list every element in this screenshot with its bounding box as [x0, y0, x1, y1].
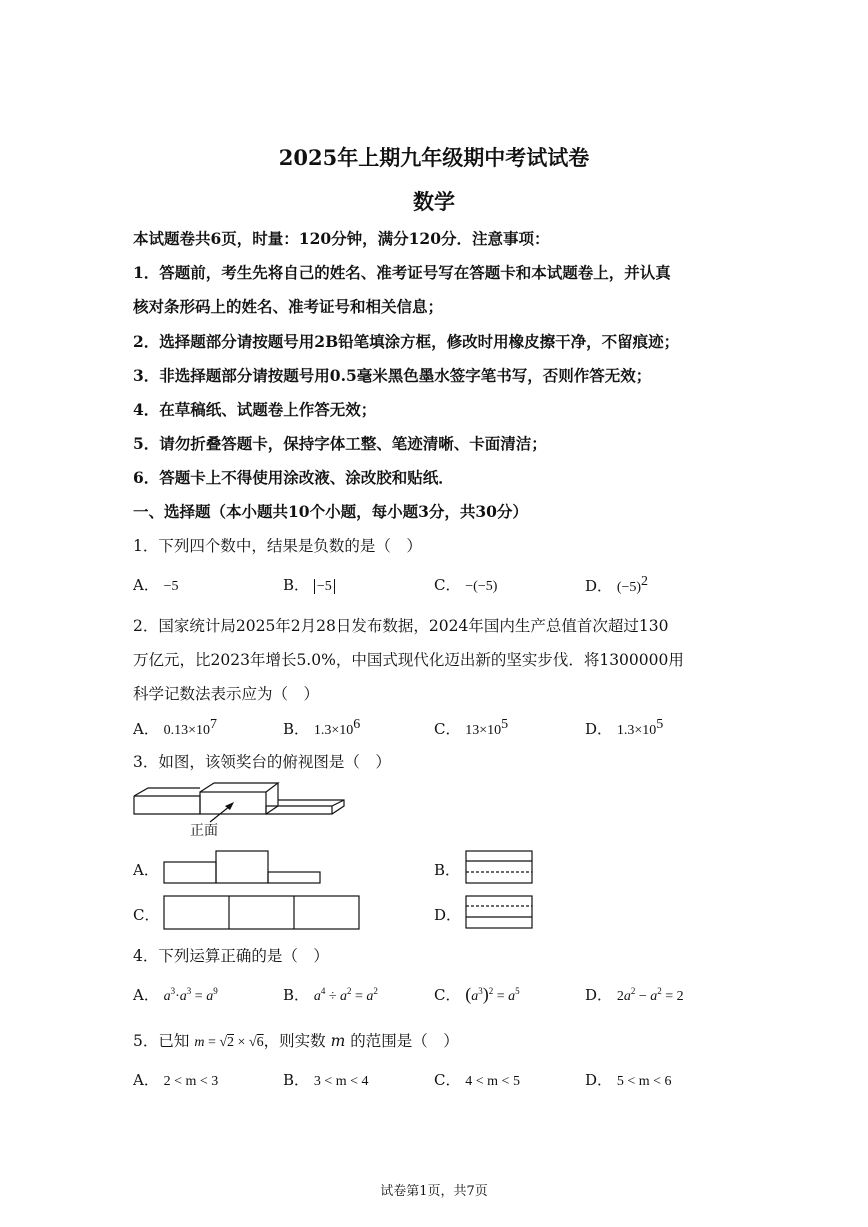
q2-option-d-exp: 5	[656, 717, 664, 732]
q1-option-c-label: C．	[434, 576, 461, 594]
q1-option-c	[434, 574, 497, 595]
q2-option-c-exp: 5	[501, 717, 509, 732]
q4-option-a	[133, 984, 218, 1005]
q3-option-b-figure	[465, 850, 535, 886]
q2-option-b-label: B．	[283, 720, 310, 738]
q2-option-c	[434, 717, 508, 739]
q5-stem-var: m	[330, 1032, 346, 1050]
notice-item-1a: 1．答题前，考生先将自己的姓名、准考证号写在答题卡和本试题卷上，并认真	[133, 263, 671, 282]
q5-option-c-value: 4 < m < 5	[465, 1074, 520, 1089]
q4-option-d-label: D．	[585, 986, 613, 1004]
q2-option-a	[133, 717, 217, 739]
q5-option-a	[133, 1069, 218, 1090]
q3-option-d-figure	[465, 895, 535, 931]
notice-item-4: 4．在草稿纸、试题卷上作答无效；	[133, 400, 377, 419]
q5-stem-pre: 5．已知	[133, 1032, 190, 1050]
page-footer: 试卷第1页，共7页	[380, 1184, 488, 1199]
notice-intro: 本试题卷共6页，时量：120分钟，满分120分．注意事项：	[133, 229, 550, 248]
q3-option-c-figure	[163, 895, 363, 931]
q2-line-1: 2．国家统计局2025年2月28日发布数据，2024年国内生产总值首次超过130	[133, 617, 669, 635]
q1-option-a-label: A．	[133, 576, 159, 594]
q2-option-d	[585, 717, 663, 739]
q5-stem-formula: m = √2 × √6	[194, 1035, 264, 1050]
notice-item-3: 3．非选择题部分请按题号用0.5毫米黑色墨水签字笔书写，否则作答无效；	[133, 366, 652, 385]
q3-option-a-label: A．	[133, 861, 159, 879]
q1-stem: 1．下列四个数中，结果是负数的是（ ）	[133, 537, 422, 555]
q4-option-b	[283, 984, 378, 1005]
q3-figure-label: 正面	[190, 823, 218, 839]
q4-option-d-expr: $2a^2 - a^2 = 2$	[616, 986, 684, 1004]
q5-option-b	[283, 1069, 369, 1090]
q2-option-b	[283, 717, 360, 739]
section-heading: 一、选择题（本小题共10个小题，每小题3分，共30分）	[133, 502, 528, 521]
q5-option-d-value: 5 < m < 6	[616, 1074, 672, 1089]
q2-option-a-label: A．	[133, 720, 159, 738]
notice-item-6: 6．答题卡上不得使用涂改液、涂改胶和贴纸．	[133, 468, 454, 487]
q1-option-c-value: −(−5)	[465, 579, 498, 594]
q2-option-b-base: 1.3×10	[313, 723, 354, 738]
subject-title: 数学	[413, 189, 455, 214]
q1-option-b-value: −5	[314, 579, 335, 594]
q5-stem	[133, 1029, 459, 1051]
q2-option-c-base: 13×10	[465, 723, 502, 738]
q5-option-b-value: 3 < m < 4	[313, 1074, 369, 1089]
q3-option-b-label: B．	[434, 861, 461, 879]
q5-option-b-label: B．	[283, 1071, 310, 1089]
q2-option-a-base: 0.13×10	[163, 723, 211, 738]
q2-option-b-exp: 6	[353, 717, 361, 732]
notice-item-1b: 核对条形码上的姓名、准考证号和相关信息；	[133, 297, 444, 316]
q4-stem: 4．下列运算正确的是（ ）	[133, 947, 329, 965]
q5-stem-end: 的范围是（ ）	[350, 1032, 459, 1050]
notice-item-5: 5．请勿折叠答题卡，保持字体工整、笔迹清晰、卡面清洁；	[133, 434, 547, 453]
q4-option-a-expr: $a^3\cdot a^3 = a^9$	[163, 986, 218, 1004]
q2-option-d-label: D．	[585, 720, 613, 738]
q1-option-d-base: (−5)	[616, 580, 642, 595]
q1-option-b-label: B．	[283, 576, 310, 594]
q2-line-3: 科学记数法表示应为（ ）	[133, 685, 320, 703]
q4-option-d	[585, 984, 684, 1005]
q3-option-c-label: C．	[133, 906, 160, 924]
q4-option-b-label: B．	[283, 986, 310, 1004]
podium-3d-figure	[130, 780, 350, 820]
q4-option-b-expr: $a^4 \div a^2 = a^2$	[313, 986, 378, 1004]
q5-option-d-label: D．	[585, 1071, 613, 1089]
q4-option-c-expr: $(a^3)^2 = a^5$	[465, 984, 520, 1004]
q1-option-b	[283, 574, 335, 595]
q4-option-c	[434, 984, 520, 1005]
q1-option-d	[585, 574, 648, 596]
q3-stem: 3．如图，该领奖台的俯视图是（ ）	[133, 753, 391, 771]
q1-option-a-value: −5	[163, 579, 179, 594]
q4-option-c-label: C．	[434, 986, 461, 1004]
q5-option-d	[585, 1069, 672, 1090]
exam-title: 2025年上期九年级期中考试试卷	[278, 145, 590, 170]
q3-option-a-figure	[163, 850, 323, 886]
q1-option-a	[133, 574, 179, 595]
q2-line-2: 万亿元，比2023年增长5.0%，中国式现代化迈出新的坚实步伐．将1300000用	[133, 651, 684, 669]
q3-option-d-label: D．	[434, 906, 462, 924]
q1-option-d-exp: 2	[641, 574, 649, 589]
q5-option-a-label: A．	[133, 1071, 159, 1089]
notice-item-2: 2．选择题部分请按题号用2B铅笔填涂方框，修改时用橡皮擦干净，不留痕迹；	[133, 332, 680, 351]
q2-option-a-exp: 7	[210, 717, 218, 732]
q5-option-c	[434, 1069, 520, 1090]
q5-option-a-value: 2 < m < 3	[163, 1074, 219, 1089]
q2-option-c-label: C．	[434, 720, 461, 738]
q1-option-d-label: D．	[585, 577, 613, 595]
q4-option-a-label: A．	[133, 986, 159, 1004]
q5-stem-post: ，则实数	[263, 1032, 326, 1050]
q5-option-c-label: C．	[434, 1071, 461, 1089]
q2-option-d-base: 1.3×10	[616, 723, 657, 738]
